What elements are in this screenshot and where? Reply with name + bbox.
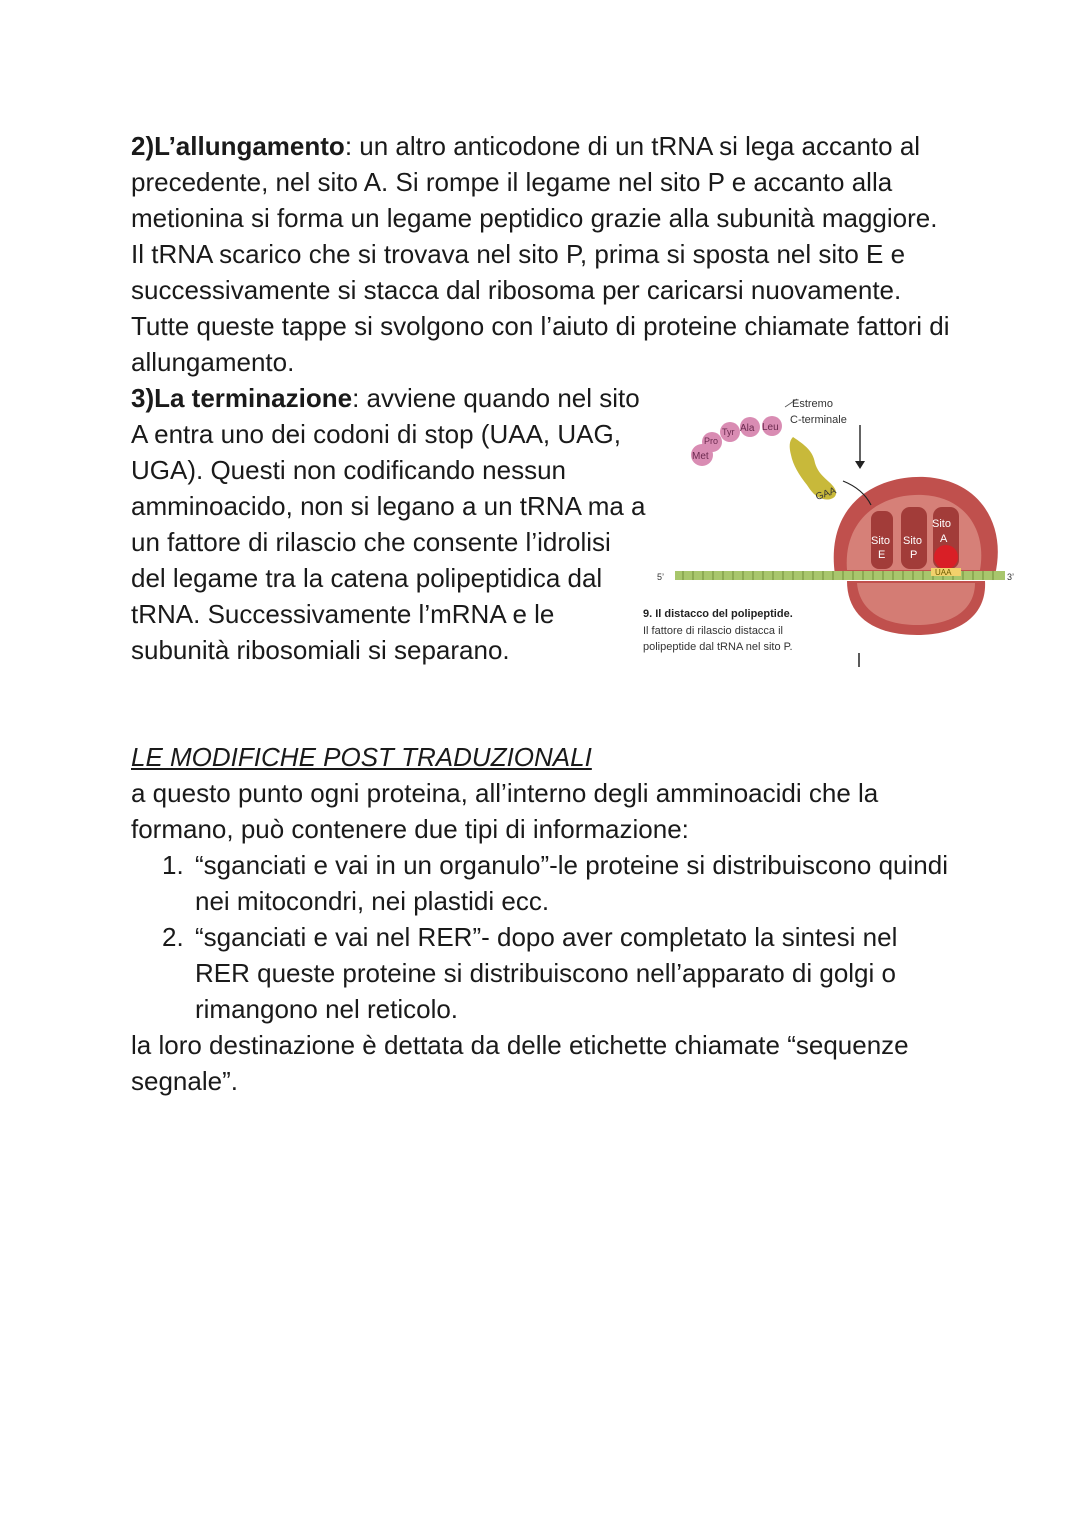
c-terminal-arrowhead [855, 461, 865, 469]
list-item [162, 919, 955, 1027]
caption-title: 9. Il distacco del polipeptide. [643, 608, 793, 620]
closing-paragraph: la loro destinazione è dettata da delle etichette chiamate “sequenze segnale”. [131, 1030, 909, 1096]
list-item-text: “sganciati e vai in un organulo”-le proteine si distribuiscono quindi nei mitocondri, nei plastidi ecc. [195, 850, 948, 916]
c-terminal-label-1: Estremo [792, 398, 833, 410]
termination-title: 3)La terminazione [131, 383, 353, 413]
anticodon-label: GAA [814, 485, 838, 503]
ribosome-diagram [635, 385, 1025, 675]
three-prime-label: 3’ [1007, 572, 1015, 582]
amino-acid-label-tyr: Tyr [722, 427, 735, 437]
site-e-label-1: Sito [871, 535, 890, 547]
list-item-number: 2. [162, 922, 184, 952]
termination-text: : avviene quando nel sito A entra uno dei codoni di stop (UAA, UAG, UGA). Questi non codificando nessun amminoacido, non si legano a un tRNA ma a un fattore di rilascio che consente l’idrolisi del legame tra la catena polipeptidica dal tRNA. Successivamente l’mRNA e le subunità ribosomiali si separano. [131, 383, 646, 665]
post-translational-heading: LE MODIFICHE POST TRADUZIONALI [131, 742, 592, 772]
caption-line-1: Il fattore di rilascio distacca il [643, 625, 783, 637]
elongation-title: 2)L’allungamento [131, 131, 345, 161]
amino-acid-label-leu: Leu [762, 422, 779, 433]
site-e-label-2: E [878, 549, 886, 561]
site-a-label-2: A [940, 533, 948, 545]
stop-codon-label: UAA [935, 568, 952, 577]
amino-acid-label-pro: Pro [704, 436, 719, 446]
site-p-label-2: P [910, 549, 918, 561]
info-type-list [162, 847, 955, 1027]
post-intro-paragraph: a questo punto ogni proteina, all’interno degli amminoacidi che la formano, può contenere due tipi di informazione: [131, 778, 879, 844]
ribosome-termination-figure [635, 385, 1025, 675]
site-p-label-1: Sito [903, 535, 922, 547]
paragraph-termination [131, 380, 651, 668]
amino-acid-label-met: Met [692, 451, 709, 462]
list-item-text: “sganciati e vai nel RER”- dopo aver completato la sintesi nel RER queste proteine si distribuiscono nell’apparato di golgi o rimangono nel reticolo. [195, 922, 898, 1024]
release-factor-red-icon [934, 545, 958, 569]
caption-line-2: polipeptide dal tRNA nel sito P. [643, 641, 793, 653]
five-prime-label: 5’ [657, 572, 665, 582]
list-item-number: 1. [162, 850, 184, 880]
paragraph-elongation [131, 128, 951, 380]
list-item [162, 847, 955, 919]
elongation-text: : un altro anticodone di un tRNA si lega accanto al precedente, nel sito A. Si rompe il legame nel sito P e accanto alla metionina si forma un legame peptidico grazie alla subunità maggiore. Il tRNA scarico che si trovava nel sito P, prima si sposta nel sito E e successivamente si stacca dal ribosoma per caricarsi nuovamente. Tutte queste tappe si svolgono con l’aiuto di proteine chiamate fattori di allungamento. [131, 131, 950, 377]
site-a-label-1: Sito [932, 518, 951, 530]
c-terminal-label-2: C-terminale [790, 414, 847, 426]
amino-acid-label-ala: Ala [740, 423, 755, 434]
